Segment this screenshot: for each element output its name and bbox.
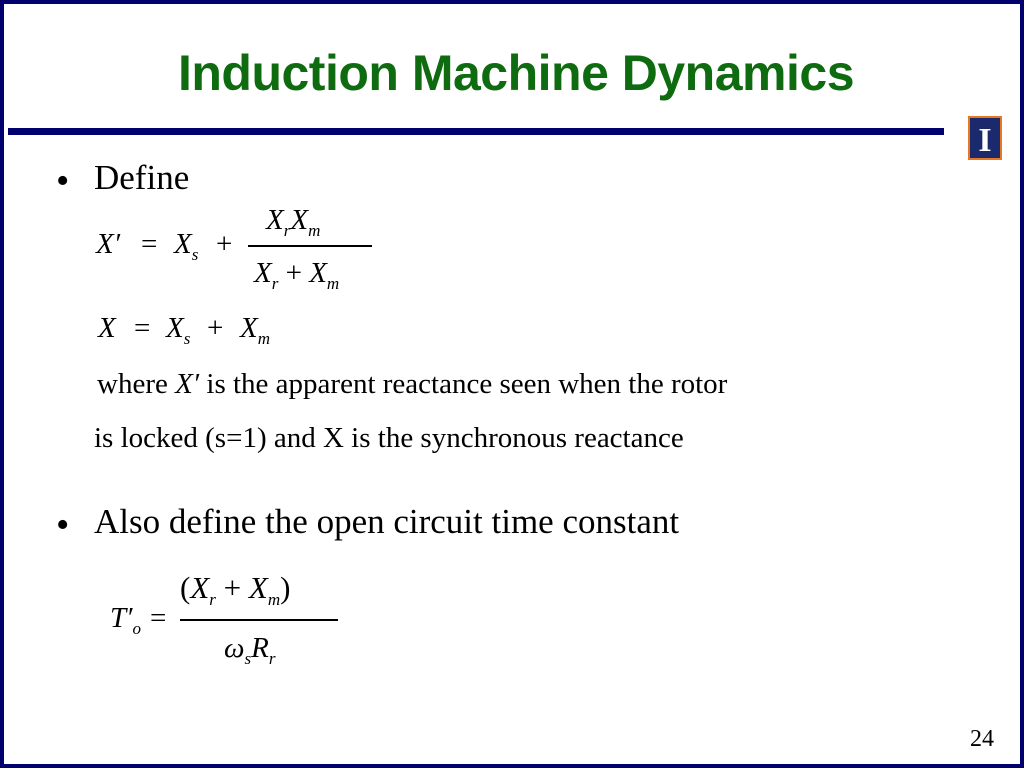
note-line-2: is locked (s=1) and X is the synchronous reactance — [94, 422, 684, 454]
bullet-dot: • — [56, 160, 70, 202]
slide-title: Induction Machine Dynamics — [177, 45, 854, 101]
note-where: where — [97, 368, 168, 400]
university-block-i-icon — [968, 116, 1002, 160]
bullet-define: Define — [94, 158, 190, 197]
note-symbol: X′ — [175, 368, 200, 400]
bullet-time-constant: Also define the open circuit time constant — [94, 502, 680, 541]
page-number: 24 — [970, 726, 994, 752]
slide: Induction Machine Dynamics I • Define X′ = $X_s$ + $X_rX_m$ $X_r + X_m$ X = $X_s$ + $X_m$ where X′ is the apparent reactance seen when the rotor is locked (s=1) and X is the synchronous reactance • Also define the open circuit time constant $T'_o$ = $(X_r + X_m)$ $\omega_sR_r$ 24 — [0, 0, 1024, 768]
note-line-1 — [97, 368, 727, 401]
note-rest: is the apparent reactance seen when the rotor — [206, 368, 728, 400]
logo-letter: I — [978, 122, 992, 159]
title-rule — [8, 128, 944, 135]
bullet-dot: • — [56, 504, 70, 546]
